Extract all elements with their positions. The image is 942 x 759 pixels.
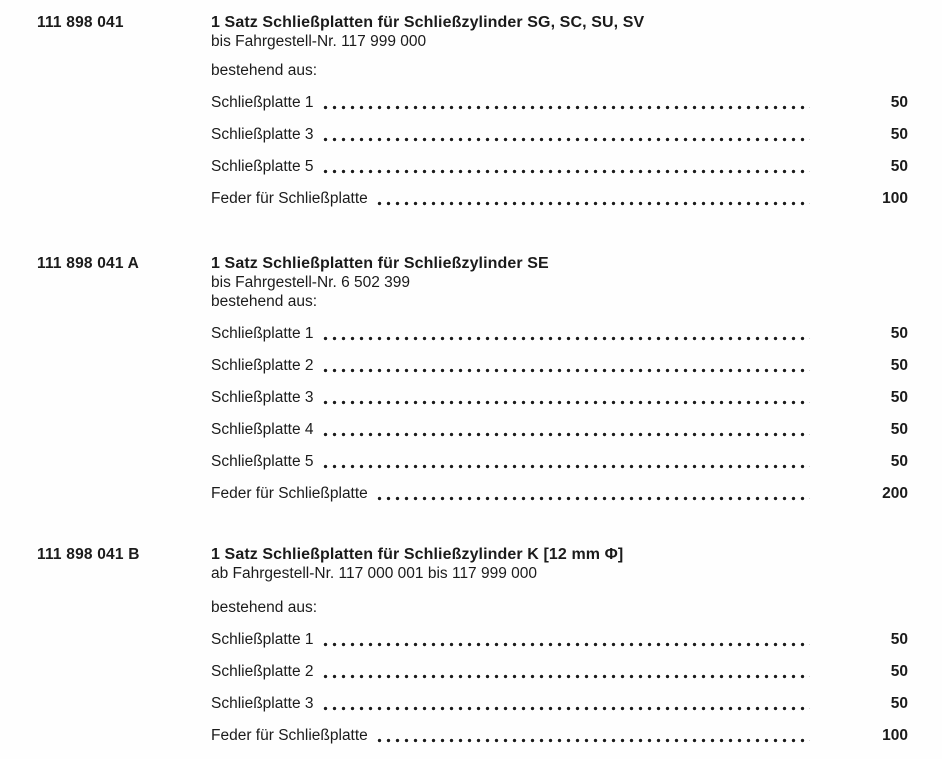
component-quantity: 50 <box>890 695 908 712</box>
part-number-column <box>0 545 211 745</box>
dot-leader <box>321 105 810 110</box>
entry-note: bestehend aus: <box>211 62 318 79</box>
component-quantity: 50 <box>890 126 908 143</box>
component-row <box>211 356 908 375</box>
component-name: Feder für Schließplatte <box>211 485 368 502</box>
entry-chassis-range: ab Fahrgestell-Nr. 117 000 001 bis 117 999 000 <box>211 565 538 582</box>
component-name: Schließplatte 1 <box>211 325 314 342</box>
entry-content-column <box>211 13 942 208</box>
component-row <box>211 726 908 745</box>
dot-leader <box>321 432 810 437</box>
dot-leader <box>375 201 810 206</box>
component-row <box>211 324 908 343</box>
dot-leader <box>321 169 810 174</box>
component-name: Schließplatte 3 <box>211 695 314 712</box>
part-number: 111 898 041 <box>37 14 124 31</box>
component-row <box>211 93 908 112</box>
component-quantity: 50 <box>890 631 908 648</box>
component-list <box>211 93 908 208</box>
entry-title: 1 Satz Schließplatten für Schließzylinder SE <box>211 255 549 272</box>
part-entry-111-898-041-b <box>0 545 942 745</box>
component-quantity: 100 <box>882 190 908 207</box>
component-name: Schließplatte 2 <box>211 357 314 374</box>
dot-leader <box>375 738 810 743</box>
component-list <box>211 324 908 503</box>
component-quantity: 50 <box>890 357 908 374</box>
part-number-column <box>0 13 211 208</box>
component-quantity: 50 <box>890 453 908 470</box>
component-name: Schließplatte 1 <box>211 94 314 111</box>
component-list <box>211 630 908 745</box>
entry-content-column <box>211 254 942 503</box>
component-row <box>211 484 908 503</box>
entry-chassis-range: bis Fahrgestell-Nr. 117 999 000 <box>211 33 427 50</box>
component-row <box>211 125 908 144</box>
dot-leader <box>321 706 810 711</box>
component-row <box>211 189 908 208</box>
dot-leader <box>321 464 810 469</box>
component-row <box>211 694 908 713</box>
component-quantity: 100 <box>882 727 908 744</box>
part-number: 111 898 041 B <box>37 546 140 563</box>
component-row <box>211 420 908 439</box>
dot-leader <box>321 336 810 341</box>
component-name: Schließplatte 1 <box>211 631 314 648</box>
component-quantity: 50 <box>890 158 908 175</box>
entry-title: 1 Satz Schließplatten für Schließzylinder SG, SC, SU, SV <box>211 14 645 31</box>
entry-title: 1 Satz Schließplatten für Schließzylinder K [12 mm Φ] <box>211 546 624 563</box>
component-quantity: 200 <box>882 485 908 502</box>
entry-chassis-range: bis Fahrgestell-Nr. 6 502 399 <box>211 274 411 291</box>
component-name: Schließplatte 5 <box>211 158 314 175</box>
component-name: Schließplatte 2 <box>211 663 314 680</box>
entry-content-column <box>211 545 942 745</box>
component-name: Feder für Schließplatte <box>211 727 368 744</box>
part-entry-111-898-041-a <box>0 254 942 503</box>
dot-leader <box>375 496 810 501</box>
component-name: Schließplatte 4 <box>211 421 314 438</box>
dot-leader <box>321 642 810 647</box>
component-row <box>211 662 908 681</box>
component-name: Feder für Schließplatte <box>211 190 368 207</box>
component-row <box>211 452 908 471</box>
component-quantity: 50 <box>890 421 908 438</box>
component-quantity: 50 <box>890 325 908 342</box>
component-quantity: 50 <box>890 389 908 406</box>
component-quantity: 50 <box>890 94 908 111</box>
part-number-column <box>0 254 211 503</box>
entry-note: bestehend aus: <box>211 293 318 310</box>
dot-leader <box>321 400 810 405</box>
part-number: 111 898 041 A <box>37 255 140 272</box>
entry-note: bestehend aus: <box>211 599 318 616</box>
component-name: Schließplatte 3 <box>211 126 314 143</box>
dot-leader <box>321 674 810 679</box>
dot-leader <box>321 137 810 142</box>
component-quantity: 50 <box>890 663 908 680</box>
component-name: Schließplatte 3 <box>211 389 314 406</box>
component-row <box>211 388 908 407</box>
part-entry-111-898-041 <box>0 13 942 208</box>
dot-leader <box>321 368 810 373</box>
component-name: Schließplatte 5 <box>211 453 314 470</box>
component-row <box>211 630 908 649</box>
component-row <box>211 157 908 176</box>
